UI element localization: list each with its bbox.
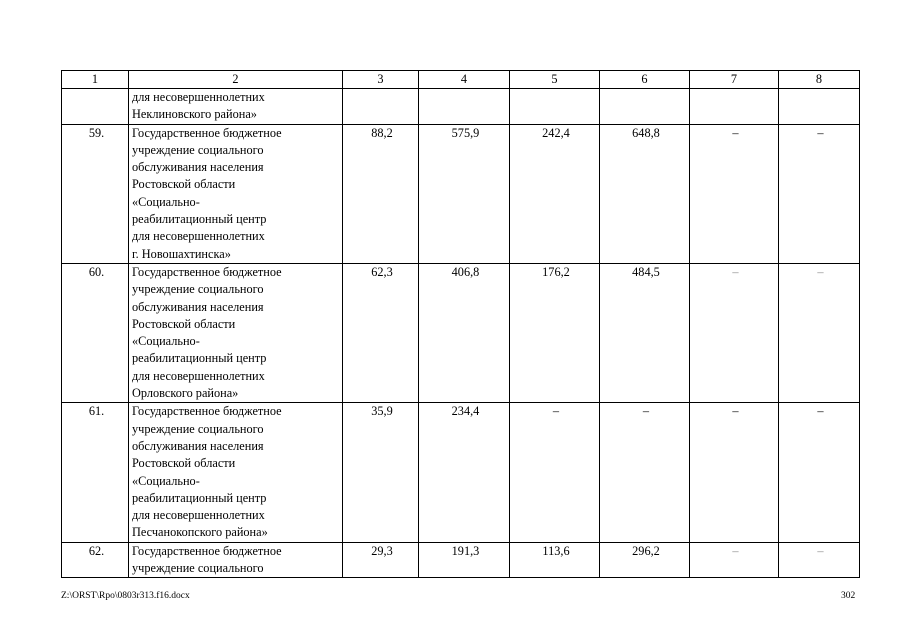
table-row (62, 263, 860, 402)
cell (690, 89, 779, 125)
header-cell: 3 (343, 71, 419, 89)
value-col6: 484,5 (600, 263, 690, 402)
header-cell: 8 (779, 71, 860, 89)
value-col5: – (510, 403, 600, 542)
value-col3: 62,3 (343, 263, 419, 402)
value-col6: 296,2 (600, 542, 690, 578)
header-cell: 1 (62, 71, 129, 89)
value-col5: 176,2 (510, 263, 600, 402)
value-col7: – (690, 542, 779, 578)
footer-file-path: Z:\ORST\Rpo\0803r313.f16.docx (61, 591, 190, 601)
value-col8: – (779, 403, 860, 542)
row-number: 61. (62, 403, 129, 542)
table-row (62, 403, 860, 542)
row-number: 59. (62, 124, 129, 263)
value-col8: – (779, 124, 860, 263)
value-col4: 234,4 (419, 403, 510, 542)
cell (419, 89, 510, 125)
header-cell: 5 (510, 71, 600, 89)
footer-page-number: 302 (841, 591, 856, 601)
row-number (62, 89, 129, 125)
value-col8: – (779, 542, 860, 578)
institution-name: Государственное бюджетное учреждение социального обслуживания населения Ростовской области «Социально- реабилитационный центр для несовершеннолетних Орловского района» (129, 263, 343, 402)
header-row (62, 71, 860, 89)
value-col3: 35,9 (343, 403, 419, 542)
cell (510, 89, 600, 125)
cell (779, 89, 860, 125)
value-col4: 406,8 (419, 263, 510, 402)
value-col7: – (690, 263, 779, 402)
value-col5: 113,6 (510, 542, 600, 578)
header-cell: 7 (690, 71, 779, 89)
value-col7: – (690, 403, 779, 542)
value-col6: 648,8 (600, 124, 690, 263)
institution-name: Государственное бюджетное учреждение социального (129, 542, 343, 578)
table-row (62, 542, 860, 578)
value-col3: 29,3 (343, 542, 419, 578)
value-col3: 88,2 (343, 124, 419, 263)
data-table (61, 70, 860, 578)
institution-name: Государственное бюджетное учреждение социального обслуживания населения Ростовской области «Социально- реабилитационный центр для несовершеннолетних г. Новошахтинска» (129, 124, 343, 263)
table-row (62, 124, 860, 263)
value-col7: – (690, 124, 779, 263)
institution-name: для несовершеннолетних Неклиновского района» (129, 89, 343, 125)
value-col5: 242,4 (510, 124, 600, 263)
row-number: 60. (62, 263, 129, 402)
cell (343, 89, 419, 125)
value-col6: – (600, 403, 690, 542)
header-cell: 6 (600, 71, 690, 89)
row-number: 62. (62, 542, 129, 578)
value-col4: 191,3 (419, 542, 510, 578)
header-cell: 2 (129, 71, 343, 89)
table-row-continuation (62, 89, 860, 125)
value-col4: 575,9 (419, 124, 510, 263)
institution-name: Государственное бюджетное учреждение социального обслуживания населения Ростовской области «Социально- реабилитационный центр для несовершеннолетних Песчанокопского района» (129, 403, 343, 542)
header-cell: 4 (419, 71, 510, 89)
value-col8: – (779, 263, 860, 402)
cell (600, 89, 690, 125)
